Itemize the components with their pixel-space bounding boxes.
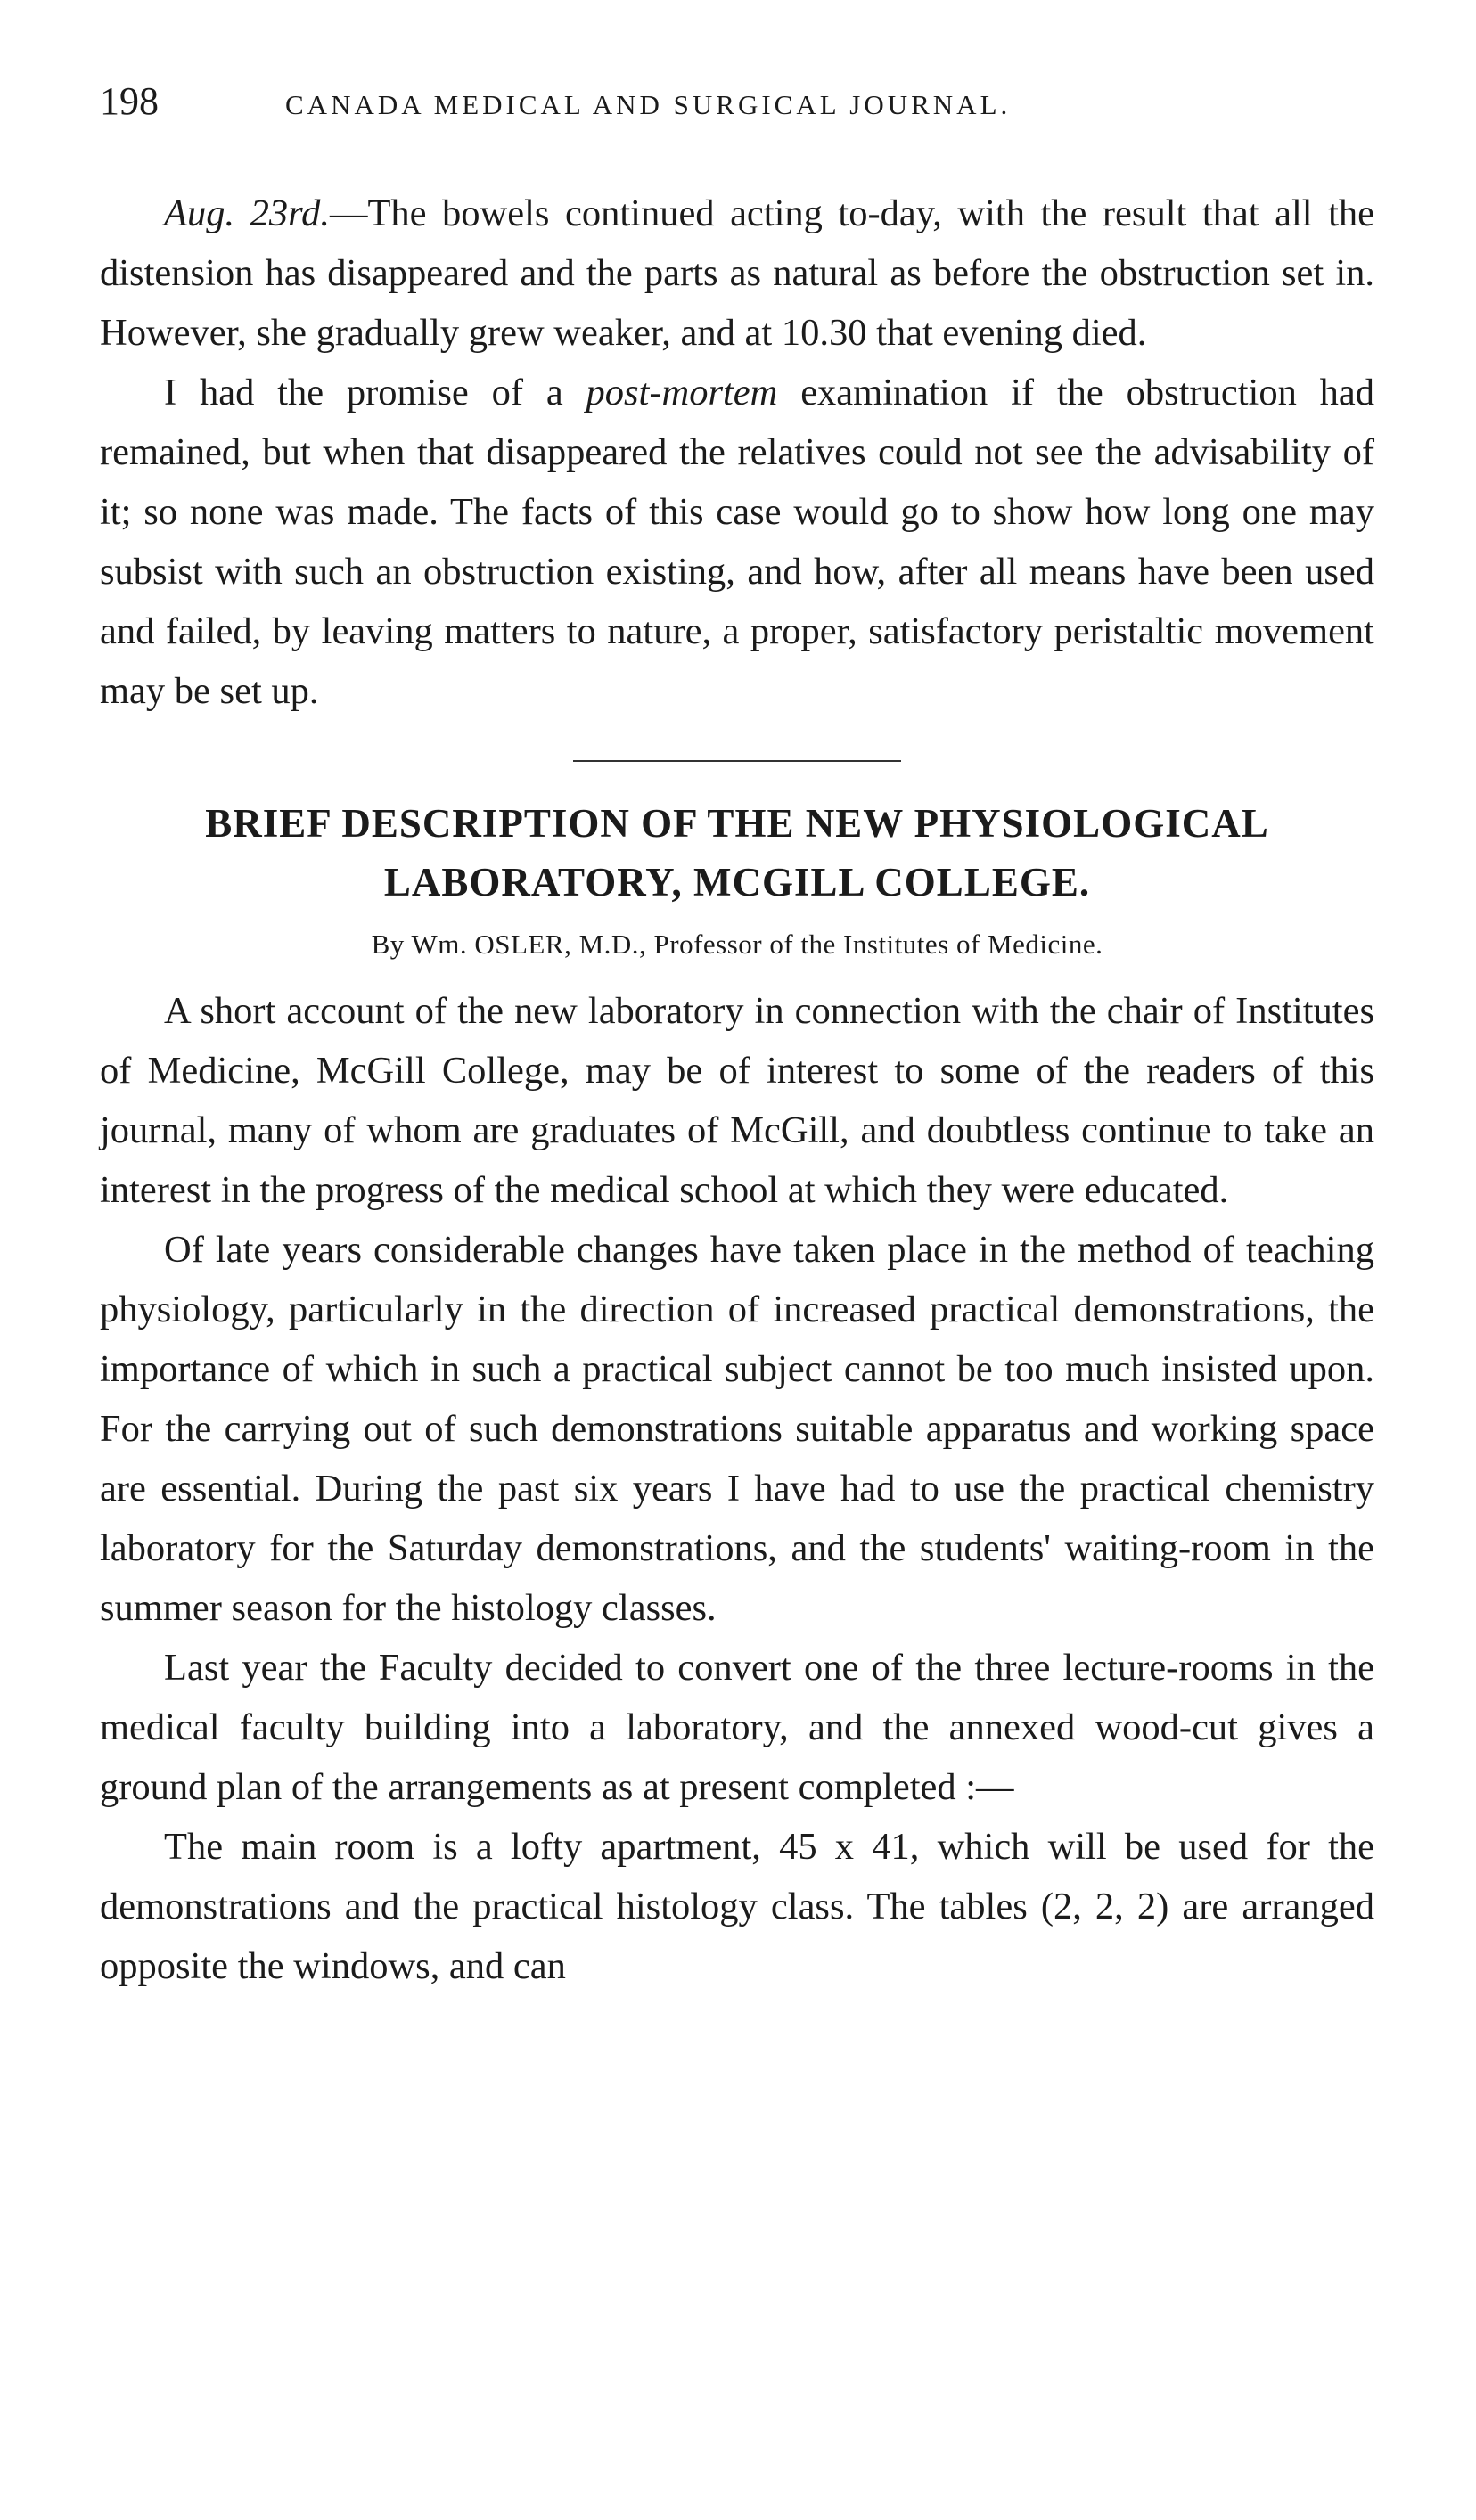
case-report-paragraph-2 <box>100 363 1374 721</box>
article-title <box>100 794 1374 912</box>
article-paragraph-1: A short account of the new laboratory in connection with the chair of Institutes of Medicine, McGill College, may be of interest to some of the readers of this journal, many of whom are graduates of McGill, and doubtless continue to take an interest in the progress of the medical school at which they were educated. <box>100 990 1374 1211</box>
section-divider <box>573 760 901 762</box>
case-report-paragraph-2-text-a: I had the promise of a <box>164 372 586 413</box>
article-paragraph-2: Of late years considerable changes have taken place in the method of teaching physiology, particularly in the direction of increased practical demonstrations, the importance of which in such a practical subject cannot be too much insisted upon. For the carrying out of such demonstrations suitable apparatus and working space are essential. During the past six years I have had to use the practical chemistry laboratory for the Saturday demonstrations, and the students' waiting-room in the summer season for the histology classes. <box>100 1229 1374 1629</box>
journal-page <box>100 78 1374 1996</box>
byline-author: Wm. OSLER <box>411 929 565 960</box>
article-paragraph-3: Last year the Faculty decided to convert one of the three lecture-rooms in the medical faculty building into a laboratory, and the annexed wood-cut gives a ground plan of the arrangements as at present completed :— <box>100 1647 1374 1808</box>
journal-title: CANADA MEDICAL AND SURGICAL JOURNAL. <box>285 89 1012 120</box>
article-title-line-1: BRIEF DESCRIPTION OF THE NEW PHYSIOLOGICAL <box>205 801 1269 846</box>
byline-prefix: By <box>371 929 412 960</box>
case-report-paragraph-1 <box>100 184 1374 363</box>
page-number: 198 <box>100 79 159 123</box>
article-byline <box>100 922 1374 967</box>
running-head <box>100 78 1374 132</box>
article-paragraph-4: The main room is a lofty apartment, 45 x 41, which will be used for the demonstrations and the practical histology class. The tables (2, 2, 2) are arranged opposite the windows, and can <box>100 1826 1374 1987</box>
case-report-paragraph-2-text-b: examination if the obstruction had remained, but when that disappeared the relatives could not see the advisability of it; so none was made. The facts of this case would go to show how long one may subsist with such an obstruction existing, and how, after all means have been used and failed, by leaving matters to nature, a proper, satisfactory peristaltic movement may be set up. <box>100 372 1374 712</box>
case-report-date: Aug. 23rd. <box>164 192 330 234</box>
byline-suffix: , M.D., Professor of the Institutes of Medicine. <box>564 929 1103 960</box>
post-mortem-italic: post-mortem <box>586 372 778 413</box>
case-report-paragraph-1-text: —The bowels continued acting to-day, with the result that all the distension has disappeared and the parts as natural as before the obstruction set in. However, she gradually grew weaker, and at 10.30 that evening died. <box>100 192 1374 354</box>
article-title-line-2: LABORATORY, MCGILL COLLEGE. <box>383 860 1091 904</box>
